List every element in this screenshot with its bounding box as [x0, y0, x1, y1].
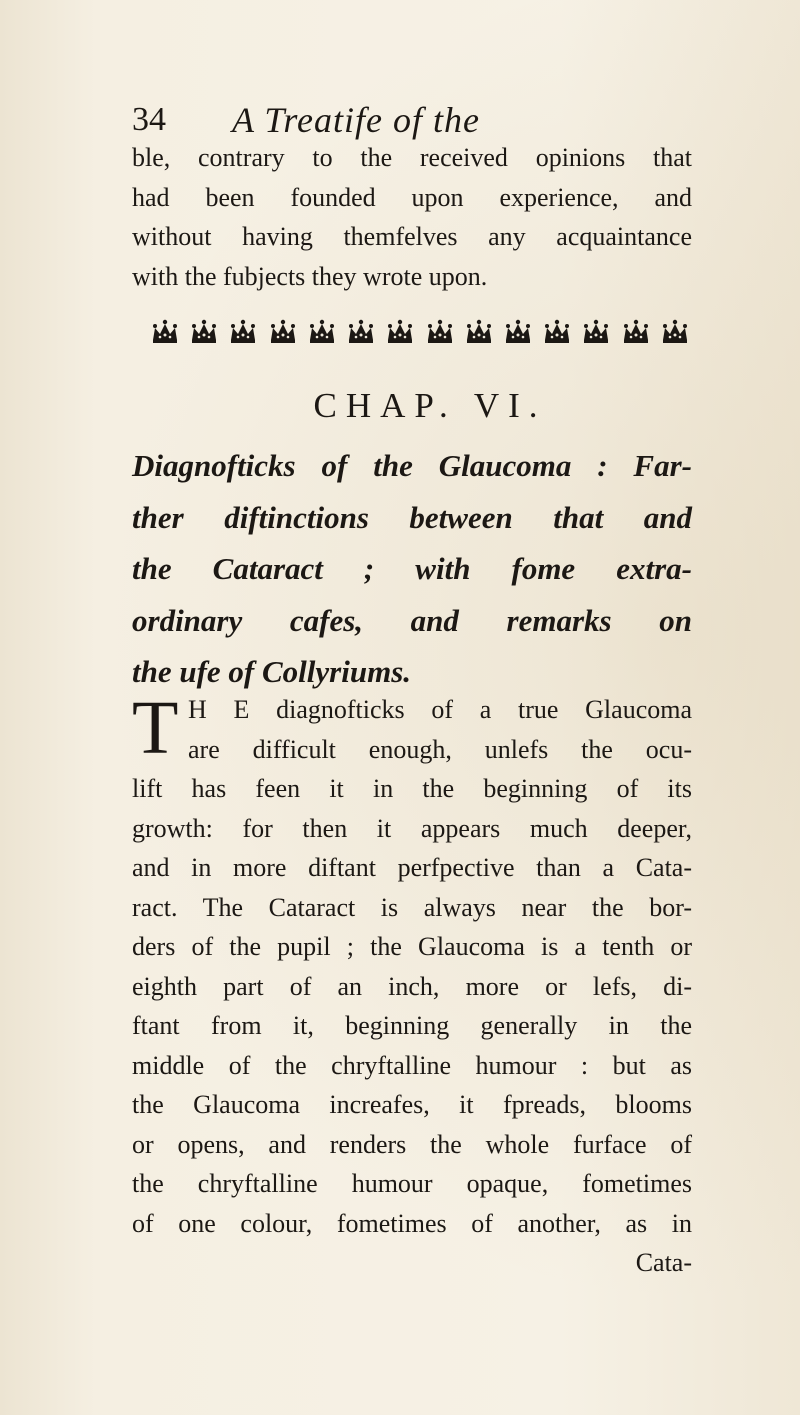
chapter-title [132, 440, 692, 698]
crown-ornament-icon [307, 318, 337, 346]
drop-cap: T [132, 686, 179, 770]
text-line: had been founded upon experience, and [132, 182, 692, 212]
crown-ornament-icon [425, 318, 455, 346]
text-line: ftant from it, beginning generally in the [132, 1011, 692, 1040]
crown-ornament-icon [228, 318, 258, 346]
text-line: of one colour, fometimes of another, as in [132, 1208, 692, 1238]
crown-ornament-icon [503, 318, 533, 346]
crown-ornament-icon [189, 318, 219, 346]
text-line: eighth part of an inch, more or lefs, di- [132, 971, 692, 1001]
chapter-title-line: Diagnofticks of the Glaucoma : Far- [132, 448, 692, 483]
crown-ornament-icon [542, 318, 572, 346]
text-line: ract. The Cataract is always near the bor- [132, 892, 692, 922]
crown-ornament-icon [581, 318, 611, 346]
text-line: and in more diftant perfpective than a Cata- [132, 853, 692, 882]
text-line: ble, contrary to the received opinions that [132, 143, 692, 172]
text-line: middle of the chryftalline humour : but as [132, 1050, 692, 1080]
chapter-title-line: the ufe of Collyriums. [132, 654, 412, 689]
ornamental-border [150, 315, 690, 349]
running-head: A Treatife of the [232, 100, 480, 140]
text-line: are difficult enough, unlefs the ocu- [188, 734, 692, 764]
crown-ornament-icon [464, 318, 494, 346]
catchword: Cata- [635, 1248, 692, 1277]
text-line: lift has feen it in the beginning of its [132, 774, 692, 803]
text-line: growth: for then it appears much deeper, [132, 813, 692, 843]
crown-ornament-icon [150, 318, 180, 346]
opening-paragraph [132, 138, 692, 296]
chapter-title-line: the Cataract ; with fome extra- [132, 551, 692, 586]
text-line: H E diagnofticks of a true Glaucoma [188, 695, 692, 724]
chapter-title-line: ther diftinctions between that and [132, 499, 692, 535]
crown-ornament-icon [660, 318, 690, 346]
text-line: ders of the pupil ; the Glaucoma is a tenth or [132, 932, 692, 961]
page-number: 34 [132, 101, 166, 138]
text-line: the Glaucoma increafes, it fpreads, blooms [132, 1090, 692, 1119]
drop-cap-lines [188, 690, 692, 769]
crown-ornament-icon [346, 318, 376, 346]
text-line: with the fubjects they wrote upon. [132, 261, 488, 291]
crown-ornament-icon [385, 318, 415, 346]
text-line: without having themfelves any acquaintance [132, 222, 692, 251]
crown-ornament-icon [268, 318, 298, 346]
chapter-title-line: ordinary cafes, and remarks on [132, 602, 692, 638]
text-line: the chryftalline humour opaque, fometimes [132, 1169, 692, 1198]
body-paragraph [132, 769, 692, 1283]
text-line: or opens, and renders the whole furface of [132, 1129, 692, 1159]
chapter-heading: CHAP. VI. [313, 386, 547, 425]
crown-ornament-icon [621, 318, 651, 346]
